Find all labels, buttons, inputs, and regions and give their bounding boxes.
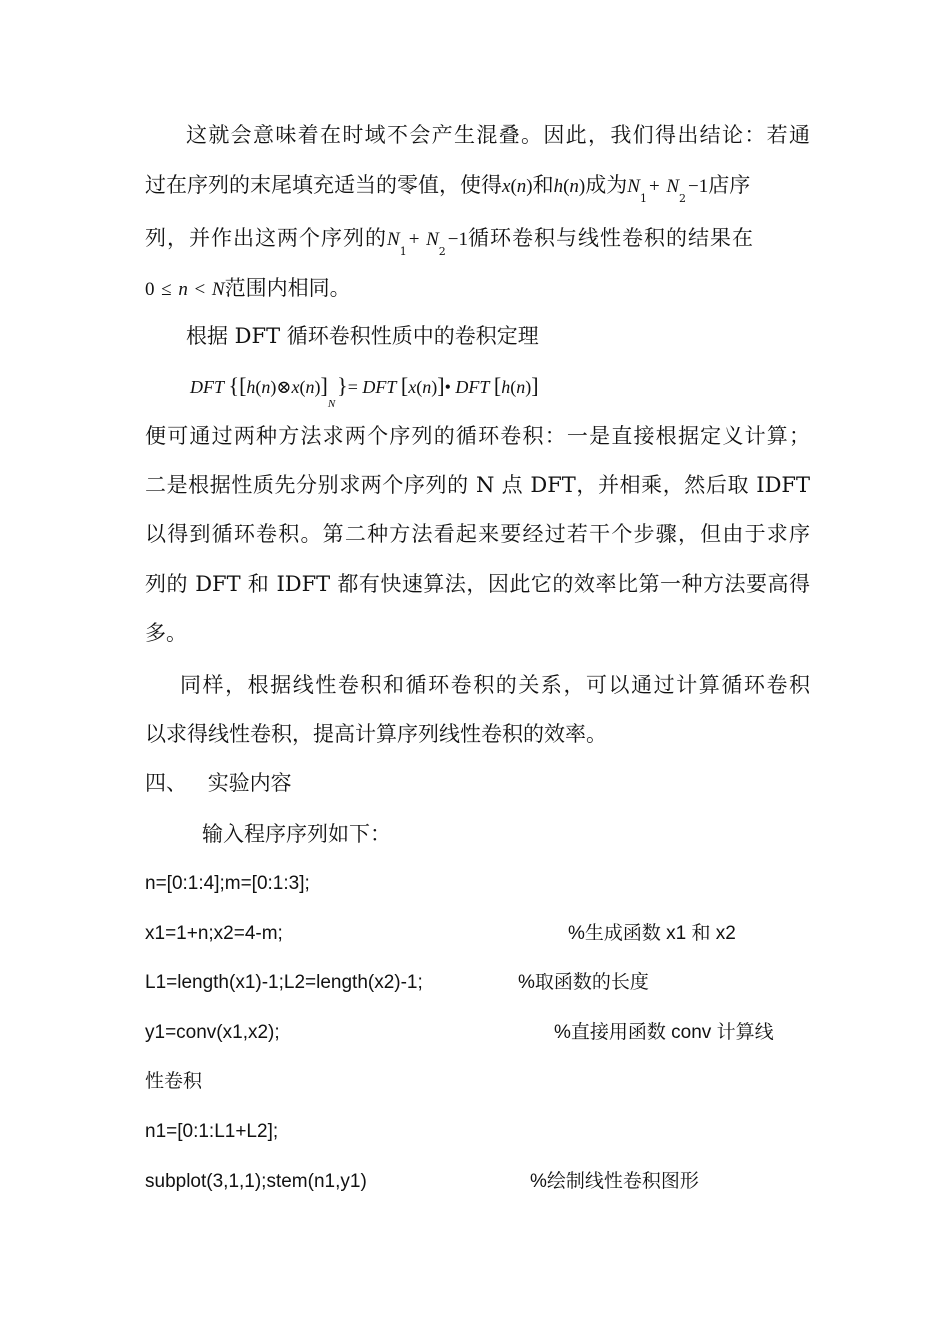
paragraph-line: 以求得线性卷积，提高计算序列线性卷积的效率。 xyxy=(145,722,607,746)
math-var-n: n xyxy=(516,377,526,397)
math-bullet: • xyxy=(444,377,451,397)
paragraph-line: 多。 xyxy=(145,621,187,645)
code-comment: %绘制线性卷积图形 xyxy=(530,1171,699,1192)
math-var-n: n xyxy=(305,377,315,397)
math-op: + xyxy=(648,176,660,197)
code-comment: %生成函数 x1 和 x2 xyxy=(568,923,736,944)
math-var-x: x xyxy=(408,377,417,397)
math-var-h: h xyxy=(501,377,511,397)
paragraph-line: 过在序列的末尾填充适当的零值，使得x(n)和h(n)成为$N_1+ N_2-1$店序 xyxy=(145,173,751,205)
paragraph-line xyxy=(145,220,810,256)
math-otimes: ⊗ xyxy=(276,377,292,397)
math-subscript: 1 xyxy=(399,245,407,258)
math-lt: < xyxy=(194,279,206,300)
paragraph-line xyxy=(145,270,810,306)
math-var-x: x xyxy=(502,176,511,197)
math-bracket: ] xyxy=(320,373,328,398)
text-run: 成为 xyxy=(585,173,628,197)
code-statement: subplot(3,1,1);stem(n1,y1) xyxy=(145,1171,367,1192)
text-run: 和 xyxy=(532,173,554,197)
math-op: + xyxy=(408,229,420,250)
code-line: 性卷积 xyxy=(145,1071,203,1092)
math-subscript: 2 xyxy=(438,245,446,258)
math-var-n: n xyxy=(516,176,527,197)
math-var-n: n xyxy=(569,176,579,197)
paragraph-line: 以得到循环卷积。第二种方法看起来要经过若干个步骤，但由于求序 xyxy=(145,522,810,546)
paragraph-line: 二是根据性质先分别求两个序列的 N 点 DFT，并相乘，然后取 IDFT xyxy=(145,473,810,497)
paragraph-line: 同样，根据线性卷积和循环卷积的关系，可以通过计算循环卷积 xyxy=(180,673,810,697)
math-bracket: [ xyxy=(239,373,247,398)
code-line xyxy=(145,916,810,952)
code-intro: 输入程序序列如下： xyxy=(202,822,391,846)
code-comment: %直接用函数 conv 计算线 xyxy=(554,1022,774,1043)
code-statement: x1=1+n;x2=4-m; xyxy=(145,923,283,944)
math-var-N: N xyxy=(211,279,225,300)
math-var-n: n xyxy=(261,377,271,397)
math-dft: DFT xyxy=(190,377,225,397)
code-statement: y1=conv(x1,x2); xyxy=(145,1022,280,1043)
section-heading xyxy=(145,765,810,801)
math-var-N: N xyxy=(426,229,439,250)
code-line: n1=[0:1:L1+L2]; xyxy=(145,1121,279,1142)
code-line: n=[0:1:4];m=[0:1:3]; xyxy=(145,873,310,894)
code-statement: L1=length(x1)-1;L2=length(x2)-1; xyxy=(145,972,423,993)
math-var-N: N xyxy=(387,229,400,250)
text-run: 列，并作出这两个序列的 xyxy=(145,226,387,250)
math-var-h: h xyxy=(246,377,256,397)
section-number: 四、 xyxy=(145,771,187,795)
math-brace: { xyxy=(228,373,240,398)
math-subscript: N xyxy=(327,398,336,410)
math-var-n: n xyxy=(178,279,188,300)
math-leq: ≤ xyxy=(161,279,172,300)
code-line xyxy=(145,965,810,1001)
text-run: 范围内相同。 xyxy=(224,276,351,300)
paragraph-line: 列的 DFT 和 IDFT 都有快速算法，因此它的效率比第一种方法要高得 xyxy=(145,572,810,596)
math-var-N: N xyxy=(627,176,640,197)
math-subscript: 1 xyxy=(639,192,647,205)
math-eq: = xyxy=(347,377,358,397)
section-title: 实验内容 xyxy=(207,771,292,795)
code-line xyxy=(145,1015,810,1051)
math-var-n: n xyxy=(422,377,432,397)
math-var-h: h xyxy=(553,176,564,197)
text-run: 过在序列的末尾填充适当的零值，使得 xyxy=(145,173,502,197)
convolution-theorem-formula: DFT $\{[h(n)\otimes x(n)]_N\}=$ DFT [x(n)]• DFT [h(n)] xyxy=(190,373,539,410)
math-zero: 0 xyxy=(145,279,155,300)
math-var-N: N xyxy=(666,176,680,197)
text-run: 循环卷积与线性卷积的结果在 xyxy=(468,226,754,250)
math-brace: } xyxy=(337,373,348,398)
text-run: 店序 xyxy=(708,173,751,197)
paragraph-line: 这就会意味着在时域不会产生混叠。因此，我们得出结论：若通 xyxy=(186,123,810,147)
paragraph-line: 便可通过两种方法求两个序列的循环卷积：一是直接根据定义计算； xyxy=(145,424,810,448)
paragraph-line: 根据 DFT 循环卷积性质中的卷积定理 xyxy=(186,324,539,348)
math-dft: DFT xyxy=(362,377,397,397)
math-dft: DFT xyxy=(455,377,490,397)
code-line xyxy=(145,1164,810,1200)
math-term: −1 xyxy=(447,229,468,250)
math-var-x: x xyxy=(291,377,300,397)
math-term: −1 xyxy=(688,176,709,197)
code-comment: %取函数的长度 xyxy=(518,972,649,993)
math-subscript: 2 xyxy=(679,192,687,205)
